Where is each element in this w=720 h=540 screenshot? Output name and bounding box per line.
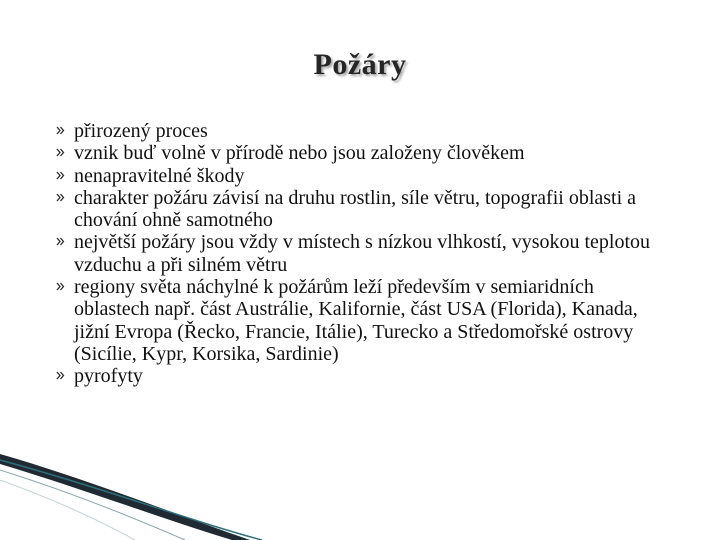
bullet-text: charakter požáru závisí na druhu rostlin, síle větru, topografii oblasti a chování ohně samotného bbox=[74, 186, 637, 232]
double-chevron-right-icon bbox=[56, 120, 68, 142]
bullet-list bbox=[56, 120, 666, 388]
bullet-item bbox=[56, 231, 666, 276]
bullet-text: regiony světa náchylné k požárům leží především v semiaridních oblastech např. část Austrálie, Kalifornie, část USA (Florida), Kanada, jižní Evropa (Řecko, Francie, Itálie), Turecko a Středomořské ostrovy (Sicílie, Kypr, Korsika, Sardinie) bbox=[74, 276, 638, 365]
corner-swoosh-decoration bbox=[0, 440, 720, 540]
double-chevron-right-icon bbox=[56, 165, 68, 187]
bullet-item bbox=[56, 365, 666, 387]
bullet-item bbox=[56, 276, 666, 365]
bullet-text: nenapravitelné škody bbox=[74, 164, 245, 187]
double-chevron-right-icon bbox=[56, 231, 68, 253]
slide-title: Požáry bbox=[313, 48, 407, 81]
double-chevron-right-icon bbox=[56, 276, 68, 298]
bullet-text: přirozený proces bbox=[74, 120, 208, 142]
bullet-text: největší požáry jsou vždy v místech s nízkou vlhkostí, vysokou teplotou vzduchu a při silném větru bbox=[74, 231, 651, 276]
bullet-item bbox=[56, 120, 666, 142]
double-chevron-right-icon bbox=[56, 187, 68, 209]
bullet-item bbox=[56, 142, 666, 164]
bullet-text: vznik buď volně v přírodě nebo jsou založeny člověkem bbox=[74, 142, 525, 165]
double-chevron-right-icon bbox=[56, 365, 68, 387]
bullet-item bbox=[56, 165, 666, 187]
bullet-text: pyrofyty bbox=[74, 365, 143, 388]
bullet-item bbox=[56, 187, 666, 232]
double-chevron-right-icon bbox=[56, 142, 68, 164]
